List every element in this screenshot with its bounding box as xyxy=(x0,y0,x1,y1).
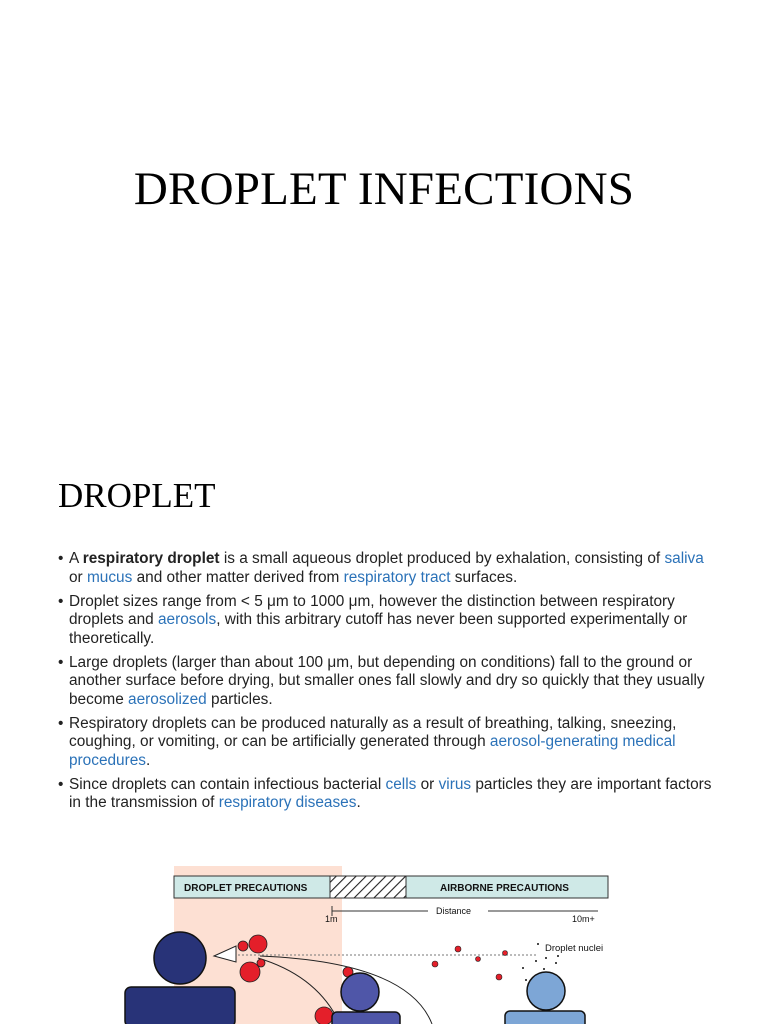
bullet-list xyxy=(58,550,718,818)
droplet-nucleus xyxy=(522,967,524,969)
bullet-text: or xyxy=(416,775,439,793)
droplet-nucleus xyxy=(525,979,527,981)
bullet-text: and other matter derived from xyxy=(132,568,344,586)
hyperlink[interactable]: aerosolized xyxy=(128,690,207,708)
hyperlink[interactable]: saliva xyxy=(664,550,704,567)
small-droplet xyxy=(432,961,438,967)
bullet-text: , with this arbitrary cutoff has never been supported experimentally or theoretically. xyxy=(69,611,688,647)
transmission-figure xyxy=(118,866,618,1024)
bullet-text: Since droplets can contain infectious bacterial xyxy=(69,775,386,793)
bullet-item xyxy=(58,654,718,710)
distant-person-head xyxy=(527,972,565,1010)
scale-mid-label: Distance xyxy=(436,906,472,916)
droplet-nucleus xyxy=(535,960,537,962)
droplet-nucleus xyxy=(545,957,547,959)
hyperlink[interactable]: aerosol-generating medical procedures xyxy=(69,733,676,769)
droplet-nucleus xyxy=(557,955,559,957)
bullet-text: Droplet sizes range from < 5 μm to 1000 μm, however the distinction between respiratory droplets and xyxy=(69,592,675,628)
airborne-precautions-label: AIRBORNE PRECAUTIONS xyxy=(440,883,569,894)
bullet-text: . xyxy=(146,751,151,769)
bullet-item xyxy=(58,593,718,649)
nearby-person-body xyxy=(332,1012,400,1024)
small-droplet xyxy=(496,974,502,980)
bullet-text: A xyxy=(69,550,83,567)
section-heading: DROPLET xyxy=(58,476,216,515)
scale-start-label: 1m xyxy=(325,914,338,924)
droplet-nucleus xyxy=(543,968,545,970)
bullet-text: particles they are important factors in the transmission of xyxy=(69,775,712,811)
hyperlink[interactable]: respiratory diseases xyxy=(218,794,357,811)
bullet-text: . xyxy=(356,794,361,811)
droplet-precautions-label: DROPLET PRECAUTIONS xyxy=(184,883,308,894)
droplet-nuclei-label: Droplet nuclei xyxy=(545,943,604,954)
droplet-nucleus xyxy=(555,962,557,964)
bullet-text: Respiratory droplets can be produced naturally as a result of breathing, talking, sneezing, coughing, or vomiting, or can be artificially generated through xyxy=(69,714,677,750)
hyperlink[interactable]: virus xyxy=(438,775,472,793)
large-droplet xyxy=(238,941,248,951)
large-droplet xyxy=(315,1007,333,1024)
small-droplet xyxy=(455,946,461,952)
transition-hatch xyxy=(330,876,406,898)
slide-title: DROPLET INFECTIONS xyxy=(133,163,635,215)
hyperlink[interactable]: aerosols xyxy=(158,611,217,628)
bullet-text: Large droplets (larger than about 100 μm, but depending on conditions) fall to the ground or another surface before drying, but smaller ones fall slowly and dry so quickly that they usually become xyxy=(69,653,705,708)
large-droplet xyxy=(249,935,267,953)
bullet-item xyxy=(58,550,718,587)
bullet-text: particles. xyxy=(206,690,273,708)
transmission-diagram xyxy=(118,866,618,1024)
bullet-item xyxy=(58,776,718,813)
droplet-nucleus xyxy=(537,943,539,945)
scale-end-label: 10m+ xyxy=(572,914,595,924)
distant-person-body xyxy=(505,1011,585,1024)
hyperlink[interactable]: respiratory tract xyxy=(343,568,451,586)
small-droplet xyxy=(503,951,508,956)
bullet-item xyxy=(58,715,718,771)
bullet-text: or xyxy=(69,568,87,586)
bullet-text: surfaces. xyxy=(450,568,518,586)
large-droplet xyxy=(257,959,265,967)
hyperlink[interactable]: cells xyxy=(385,775,417,793)
hyperlink[interactable]: mucus xyxy=(86,568,133,586)
source-person-body xyxy=(125,987,235,1024)
bullet-text: is a small aqueous droplet produced by exhalation, consisting of xyxy=(219,550,665,567)
bold-term: respiratory droplet xyxy=(82,550,220,567)
nearby-person-head xyxy=(341,973,379,1011)
small-droplet xyxy=(476,957,481,962)
large-droplet xyxy=(240,962,260,982)
source-person-head xyxy=(154,932,206,984)
